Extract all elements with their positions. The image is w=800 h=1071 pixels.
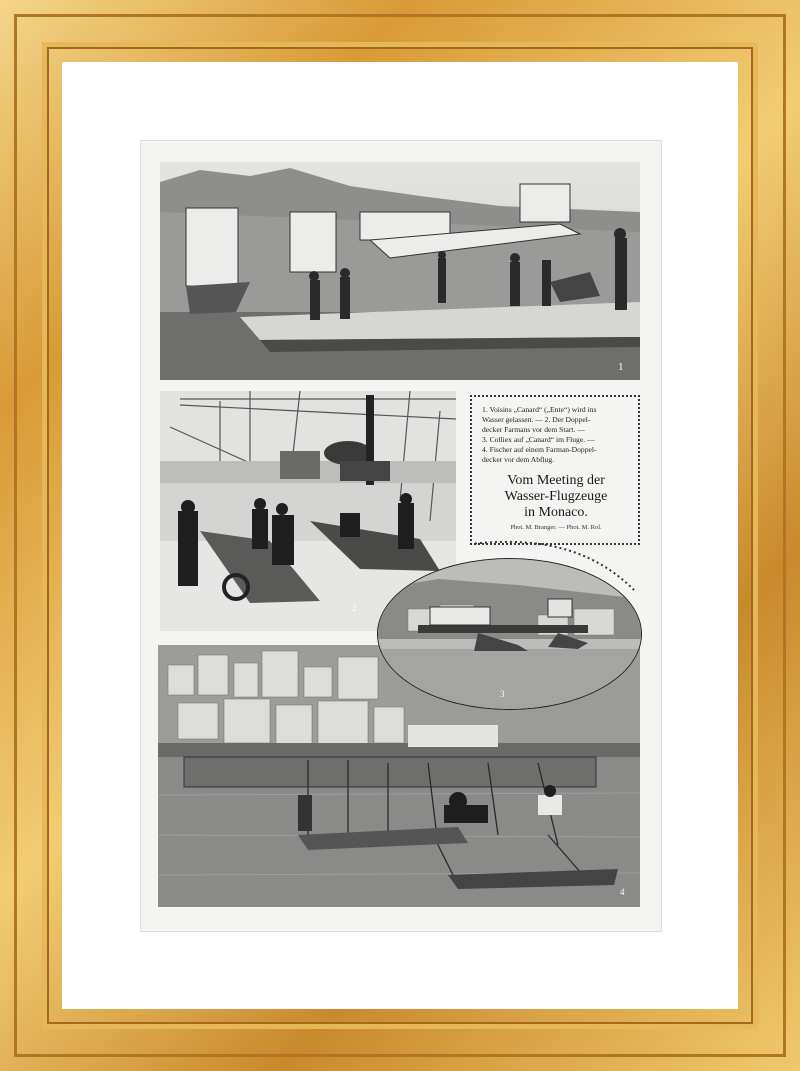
caption-line: 1. Voisins „Canard“ („Ente“) wird ins bbox=[482, 405, 597, 414]
photo-credit: Phot. M. Branger. — Phot. M. Rol. bbox=[510, 524, 602, 531]
title-line: in Monaco. bbox=[524, 505, 588, 520]
photo-number: 2 bbox=[352, 603, 357, 613]
caption-line: decker Farmans vor dem Start. — bbox=[482, 425, 585, 434]
decorative-dotted-curve bbox=[466, 532, 642, 596]
photo-number: 4 bbox=[620, 887, 625, 897]
photo-1-canard-launch bbox=[160, 162, 640, 380]
article-title bbox=[476, 473, 636, 521]
caption-line: 4. Fischer auf einem Farman-Doppel- bbox=[482, 445, 597, 454]
caption-line: decker vor dem Abflug. bbox=[482, 455, 555, 464]
title-line: Vom Meeting der bbox=[507, 473, 605, 488]
caption-line: 3. Colliex auf „Canard“ im Fluge. — bbox=[482, 435, 595, 444]
title-line: Wasser-Flugzeuge bbox=[504, 489, 608, 504]
caption-legend bbox=[482, 405, 632, 465]
caption-line: Wasser gelassen. — 2. Der Doppel- bbox=[482, 415, 591, 424]
photo-number: 3 bbox=[500, 689, 505, 699]
photo-number: 1 bbox=[618, 361, 624, 373]
